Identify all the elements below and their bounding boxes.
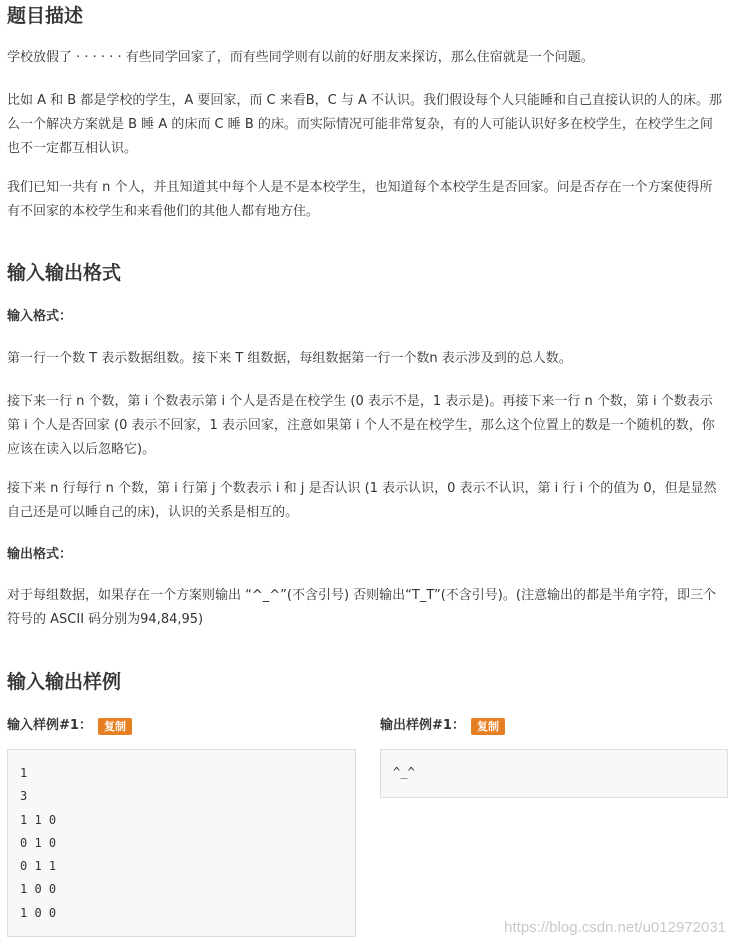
copy-output-button[interactable]: 复制 [471, 718, 505, 735]
input-format-paragraph-3: 接下来 n 行每行 n 个数，第 i 行第 j 个数表示 i 和 j 是否认识 (1 表示认识，0 表示不认识，第 i 行 i 个的值为 0，但是显然自己还是可以睡自己的床)，认识的关系是相互的。 [7, 481, 717, 520]
samples-heading: 输入输出样例 [7, 671, 122, 693]
input-format-label: 输入格式： [7, 309, 73, 324]
description-paragraph-2: 比如 A 和 B 都是学校的学生，A 要回家，而 C 来看B，C 与 A 不认识。我们假设每个人只能睡和自己直接认识的人的床。那么一个解决方案就是 B 睡 A 的床而 C 睡 B 的床。而实际情况可能非常复杂，有的人可能认识好多在校学生，在校学生之间也不一定都互相认识。 [7, 93, 722, 156]
description-heading: 题目描述 [7, 5, 84, 27]
sample-output-label: 输出样例#1： [380, 718, 465, 733]
input-format-paragraph-1: 第一行一个数 T 表示数据组数。接下来 T 组数据，每组数据第一行一个数n 表示涉及到的总人数。 [7, 351, 572, 366]
io-format-heading: 输入输出格式 [7, 262, 122, 284]
sample-output-header [380, 716, 505, 736]
input-format-paragraph-2: 接下来一行 n 个数，第 i 个数表示第 i 个人是否是在校学生 (0 表示不是，1 表示是)。再接下来一行 n 个数，第 i 个数表示第 i 个人是否回家 (0 表示不回家，1 表示回家，注意如果第 i 个人不是在校学生，那么这个位置上的数是一个随机的数，你应该在读入以后忽略它)。 [7, 394, 715, 457]
sample-output-box[interactable] [380, 749, 728, 798]
sample-input-content: 1 3 1 1 0 0 1 0 0 1 1 1 0 0 1 0 0 [20, 766, 57, 920]
description-paragraph-3: 我们已知一共有 n 个人，并且知道其中每个人是不是本校学生，也知道每个本校学生是否回家。问是否存在一个方案使得所有不回家的本校学生和来看他们的其他人都有地方住。 [7, 180, 713, 219]
sample-input-box[interactable] [7, 749, 356, 937]
sample-input-header [7, 716, 132, 736]
output-format-paragraph: 对于每组数据，如果存在一个方案则输出 “^_^”(不含引号) 否则输出“T_T”(不含引号)。(注意输出的都是半角字符，即三个符号的 ASCII 码分别为94,84,95) [7, 588, 716, 627]
description-paragraph-1: 学校放假了 · · · · · · 有些同学回家了，而有些同学则有以前的好朋友来探访，那么住宿就是一个问题。 [7, 50, 594, 65]
copy-input-button[interactable]: 复制 [98, 718, 132, 735]
watermark: https://blog.csdn.net/u012972031 [504, 919, 726, 936]
sample-input-label: 输入样例#1： [7, 718, 92, 733]
output-format-label: 输出格式： [7, 547, 73, 562]
sample-output-content: ^_^ [393, 765, 415, 779]
